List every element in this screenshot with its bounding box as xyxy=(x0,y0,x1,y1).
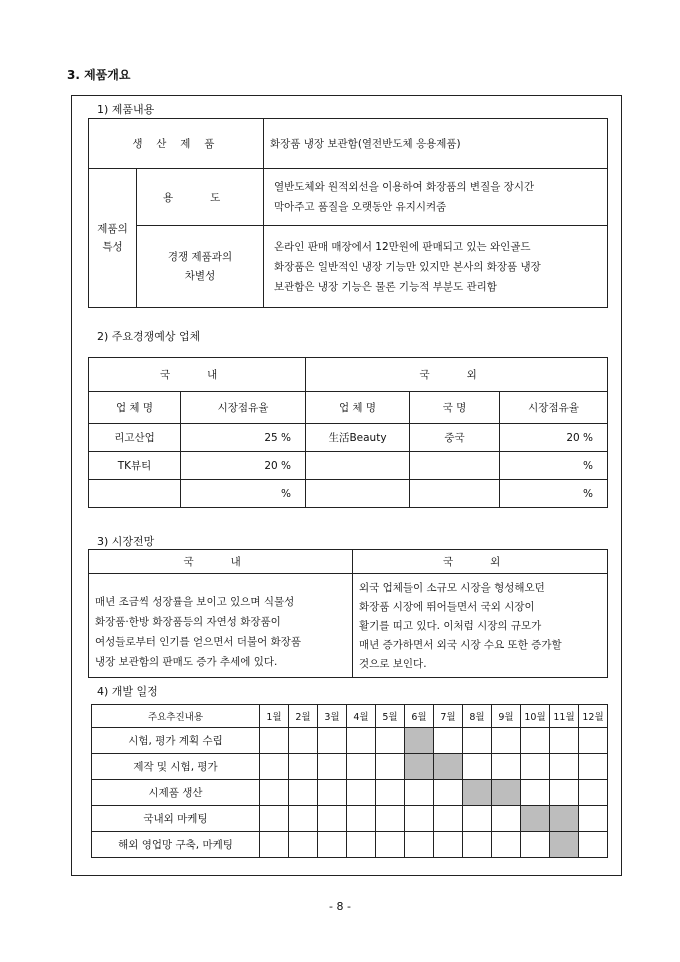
schedule-cell xyxy=(318,728,347,754)
month-header: 2월 xyxy=(289,705,318,728)
cell: TK뷰티 xyxy=(89,452,181,480)
outlook-line: 활기를 띠고 있다. 이처럼 시장의 규모가 xyxy=(359,620,542,632)
outlook-domestic-header: 국 내 xyxy=(89,550,353,574)
schedule-cell xyxy=(434,832,463,858)
cell xyxy=(306,480,410,508)
cell: % xyxy=(500,480,608,508)
schedule-cell xyxy=(376,806,405,832)
schedule-task-name: 시제품 생산 xyxy=(92,780,260,806)
schedule-cell xyxy=(260,832,289,858)
section-heading: 3. 제품개요 xyxy=(67,68,131,82)
outlook-foreign-text xyxy=(353,574,608,678)
schedule-cell xyxy=(405,780,434,806)
competitor-domestic-header: 국 내 xyxy=(89,358,306,392)
schedule-row xyxy=(92,832,608,858)
features-label xyxy=(89,169,137,308)
table-row xyxy=(89,480,608,508)
outlook-line: 화장품 시장에 뛰어들면서 국외 시장이 xyxy=(359,601,535,613)
outlook-line: 화장품·한방 화장품등의 자연성 화장품이 xyxy=(95,616,281,628)
schedule-cell xyxy=(492,806,521,832)
schedule-header-row xyxy=(92,705,608,728)
schedule-cell xyxy=(492,754,521,780)
cell: % xyxy=(500,452,608,480)
schedule-cell xyxy=(289,806,318,832)
schedule-bar-cell xyxy=(463,780,492,806)
schedule-cell xyxy=(521,780,550,806)
schedule-cell xyxy=(579,806,608,832)
col-share: 시장점유율 xyxy=(181,392,306,424)
month-header: 8월 xyxy=(463,705,492,728)
col-company: 업 체 명 xyxy=(306,392,410,424)
cell xyxy=(410,452,500,480)
schedule-task-name: 제작 및 시험, 평가 xyxy=(92,754,260,780)
schedule-cell xyxy=(434,806,463,832)
schedule-cell xyxy=(521,728,550,754)
col-share: 시장점유율 xyxy=(500,392,608,424)
cell: % xyxy=(181,480,306,508)
s4-title: 4) 개발 일정 xyxy=(97,685,158,698)
month-header: 1월 xyxy=(260,705,289,728)
outlook-line: 여성들로부터 인기를 얻으면서 더불어 화장품 xyxy=(95,636,302,648)
produced-label: 생 산 제 품 xyxy=(89,119,264,169)
schedule-cell xyxy=(405,832,434,858)
schedule-cell xyxy=(347,728,376,754)
schedule-cell xyxy=(347,806,376,832)
cell xyxy=(89,480,181,508)
usage-value xyxy=(264,169,608,226)
schedule-cell xyxy=(492,728,521,754)
schedule-cell xyxy=(260,780,289,806)
schedule-bar-cell xyxy=(405,728,434,754)
col-company: 업 체 명 xyxy=(89,392,181,424)
outlook-line: 외국 업체들이 소규모 시장을 형성해오던 xyxy=(359,582,545,594)
schedule-row xyxy=(92,780,608,806)
diff-line: 온라인 판매 매장에서 12만원에 판매되고 있는 와인골드 xyxy=(274,240,531,253)
schedule-cell xyxy=(463,806,492,832)
schedule-cell xyxy=(347,754,376,780)
s2-title: 2) 주요경쟁예상 업체 xyxy=(97,330,201,343)
month-header: 3월 xyxy=(318,705,347,728)
table-row xyxy=(89,452,608,480)
schedule-cell xyxy=(550,754,579,780)
outlook-foreign-header: 국 외 xyxy=(353,550,608,574)
schedule-body xyxy=(92,728,608,858)
schedule-cell xyxy=(434,728,463,754)
schedule-cell xyxy=(376,832,405,858)
schedule-bar-cell xyxy=(550,832,579,858)
month-header: 10월 xyxy=(521,705,550,728)
schedule-cell xyxy=(434,780,463,806)
month-header: 9월 xyxy=(492,705,521,728)
month-header: 5월 xyxy=(376,705,405,728)
schedule-cell xyxy=(347,832,376,858)
schedule-bar-cell xyxy=(550,806,579,832)
schedule-row xyxy=(92,806,608,832)
schedule-task-name: 국내외 마케팅 xyxy=(92,806,260,832)
schedule-row xyxy=(92,728,608,754)
schedule-cell xyxy=(579,832,608,858)
schedule-cell xyxy=(550,780,579,806)
competitor-foreign-header: 국 외 xyxy=(306,358,608,392)
diff-label-line: 차별성 xyxy=(184,269,216,282)
schedule-cell xyxy=(550,728,579,754)
features-label-text: 제품의 특성 xyxy=(97,223,128,253)
col-country: 국 명 xyxy=(410,392,500,424)
schedule-cell xyxy=(289,754,318,780)
cell: 리고산업 xyxy=(89,424,181,452)
month-header: 12월 xyxy=(579,705,608,728)
schedule-task-header: 주요추진내용 xyxy=(92,705,260,728)
diff-value xyxy=(264,226,608,308)
schedule-cell xyxy=(463,728,492,754)
schedule-cell xyxy=(347,780,376,806)
usage-line: 열반도체와 원적외선을 이용하여 화장품의 변질을 장시간 xyxy=(274,181,535,193)
s1-title: 1) 제품내용 xyxy=(97,103,155,116)
outlook-line: 냉장 보관함의 판매도 증가 추세에 있다. xyxy=(95,656,278,668)
schedule-cell xyxy=(260,728,289,754)
schedule-bar-cell xyxy=(492,780,521,806)
schedule-task-name: 시험, 평가 계획 수립 xyxy=(92,728,260,754)
diff-line: 화장품은 일반적인 냉장 기능만 있지만 본사의 화장품 냉장 xyxy=(274,260,541,273)
cell: 20 % xyxy=(181,452,306,480)
schedule-cell xyxy=(318,832,347,858)
schedule-cell xyxy=(260,754,289,780)
schedule-cell xyxy=(376,780,405,806)
schedule-cell xyxy=(376,728,405,754)
outlook-line: 것으로 보인다. xyxy=(359,658,427,670)
outlook-table xyxy=(88,549,608,678)
month-header: 11월 xyxy=(550,705,579,728)
page-number: - 8 - xyxy=(329,900,351,913)
schedule-bar-cell xyxy=(405,754,434,780)
schedule-cell xyxy=(463,832,492,858)
schedule-cell xyxy=(376,754,405,780)
schedule-cell xyxy=(463,754,492,780)
month-header: 6월 xyxy=(405,705,434,728)
s3-title: 3) 시장전망 xyxy=(97,535,155,548)
schedule-row xyxy=(92,754,608,780)
produced-value: 화장품 냉장 보관함(열전반도체 응용제품) xyxy=(264,119,608,169)
schedule-cell xyxy=(289,728,318,754)
outlook-line: 매년 증가하면서 외국 시장 수요 또한 증가할 xyxy=(359,639,562,651)
competitor-table xyxy=(88,357,608,508)
cell: 20 % xyxy=(500,424,608,452)
usage-line: 막아주고 품질을 오랫동안 유지시켜줌 xyxy=(274,201,447,213)
diff-label-line: 경쟁 제품과의 xyxy=(167,250,233,263)
month-header: 7월 xyxy=(434,705,463,728)
schedule-table xyxy=(91,704,608,858)
cell: 중국 xyxy=(410,424,500,452)
schedule-cell xyxy=(289,832,318,858)
schedule-cell xyxy=(405,806,434,832)
diff-line: 보관함은 냉장 기능은 물론 기능적 부분도 관리함 xyxy=(274,280,497,293)
outlook-domestic-text xyxy=(89,574,353,678)
schedule-bar-cell xyxy=(434,754,463,780)
schedule-cell xyxy=(318,754,347,780)
schedule-cell xyxy=(579,728,608,754)
schedule-cell xyxy=(318,780,347,806)
cell: 25 % xyxy=(181,424,306,452)
schedule-cell xyxy=(318,806,347,832)
schedule-cell xyxy=(579,780,608,806)
schedule-cell xyxy=(521,754,550,780)
schedule-bar-cell xyxy=(521,806,550,832)
month-header: 4월 xyxy=(347,705,376,728)
cell xyxy=(410,480,500,508)
cell: 生活Beauty xyxy=(306,424,410,452)
outlook-line: 매년 조금씩 성장률을 보이고 있으며 식물성 xyxy=(95,596,295,608)
schedule-cell xyxy=(579,754,608,780)
schedule-task-name: 해외 영업망 구축, 마케팅 xyxy=(92,832,260,858)
diff-label xyxy=(137,226,264,308)
product-table xyxy=(88,118,608,308)
table-row xyxy=(89,424,608,452)
schedule-cell xyxy=(521,832,550,858)
schedule-cell xyxy=(260,806,289,832)
cell xyxy=(306,452,410,480)
usage-label: 용 도 xyxy=(137,169,264,226)
schedule-cell xyxy=(289,780,318,806)
schedule-cell xyxy=(492,832,521,858)
